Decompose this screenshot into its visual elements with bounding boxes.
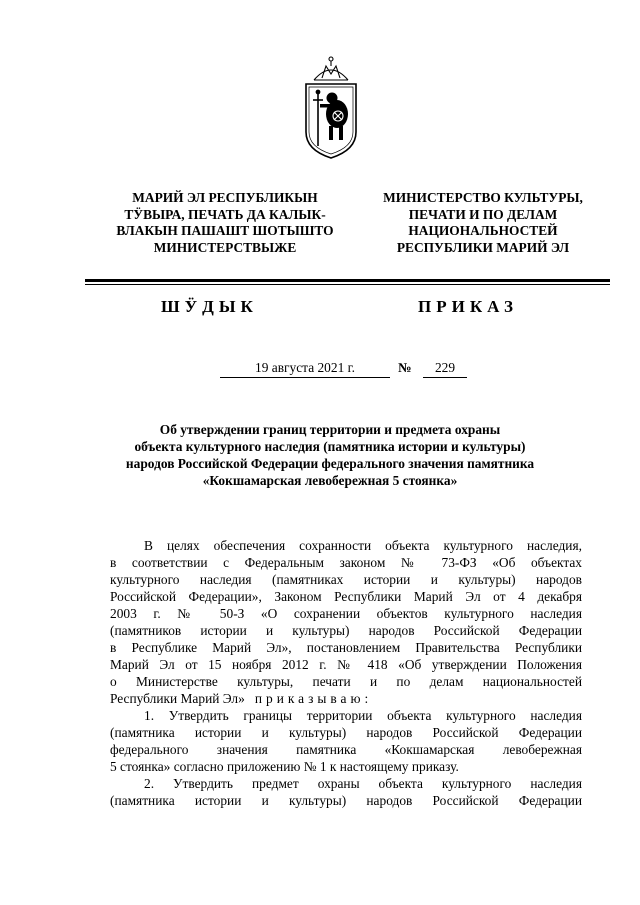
doc-type-mari: ШӰДЫК	[161, 297, 258, 316]
order-title	[110, 421, 550, 489]
title-line: Об утверждении границ территории и предмета охраны	[159, 422, 501, 437]
body-line: культурного наследия (памятниках истории и культуры) народов	[110, 572, 582, 587]
header-left-line: ВЛАКЫН ПАШАШТ ШОТЫШТО	[116, 223, 334, 238]
body-line: федерального значения памятника «Кокшамарская левобережная	[110, 742, 582, 757]
body-line: Марий Эл от 15 ноября 2012 г. № 418 «Об утверждении Положения	[110, 657, 582, 672]
header-left-line: МИНИСТЕРСТВЫЖЕ	[153, 239, 297, 255]
body-line: в Республике Марий Эл», постановлением Правительства Республики	[110, 640, 582, 655]
title-line: объекта культурного наследия (памятника истории и культуры)	[134, 439, 526, 454]
date-number-line	[220, 360, 480, 380]
order-body	[110, 537, 582, 809]
body-line: 2. Утвердить предмет охраны объекта культурного наследия	[144, 776, 582, 791]
title-line: народов Российской Федерации федерального значения памятника	[125, 456, 535, 471]
body-command-prefix: Республики Марий Эл»	[110, 691, 245, 706]
header-divider-thick	[85, 279, 610, 282]
header-left-mari	[90, 190, 360, 256]
header-right-line: РЕСПУБЛИКИ МАРИЙ ЭЛ	[396, 239, 570, 255]
body-line: в соответствии с Федеральным законом № 73-ФЗ «Об объектах	[110, 555, 582, 570]
body-command-word: приказываю:	[254, 691, 373, 706]
header-right-line: НАЦИОНАЛЬНОСТЕЙ	[408, 223, 558, 238]
header-right-line: ПЕЧАТИ И ПО ДЕЛАМ	[408, 206, 558, 222]
header-left-line: МАРИЙ ЭЛ РЕСПУБЛИКЫН	[132, 190, 318, 205]
body-line: 1. Утвердить границы территории объекта культурного наследия	[144, 708, 582, 723]
doc-type-russian: ПРИКАЗ	[418, 297, 518, 316]
body-line: 2003 г. № 50-З «О сохранении объектов культурного наследия	[110, 606, 582, 621]
order-date: 19 августа 2021 г.	[220, 360, 390, 378]
body-line: о Министерстве культуры, печати и по делам национальностей	[110, 674, 582, 689]
number-sign: №	[398, 360, 412, 375]
header-right-line: МИНИСТЕРСТВО КУЛЬТУРЫ,	[383, 190, 583, 205]
body-line: (памятников истории и культуры) народов Российской Федерации	[110, 623, 582, 638]
body-line: Российской Федерации», Законом Республики Марий Эл от 4 декабря	[110, 589, 582, 604]
order-number: 229	[423, 360, 467, 378]
header-right-russian	[360, 190, 606, 256]
title-line: «Кокшамарская левобережная 5 стоянка»	[202, 473, 458, 488]
header-left-line: ТӰВЫРА, ПЕЧАТЬ ДА КАЛЫК-	[124, 206, 326, 222]
body-line: (памятника истории и культуры) народов Российской Федерации	[110, 725, 582, 740]
coat-of-arms-emblem	[300, 54, 362, 162]
header-divider-thin	[85, 284, 610, 285]
body-line: В целях обеспечения сохранности объекта культурного наследия,	[144, 538, 582, 553]
body-line: (памятника истории и культуры) народов Российской Федерации	[110, 793, 582, 808]
body-line-command	[110, 690, 582, 707]
body-line: 5 стоянка» согласно приложению № 1 к настоящему приказу.	[110, 759, 459, 774]
